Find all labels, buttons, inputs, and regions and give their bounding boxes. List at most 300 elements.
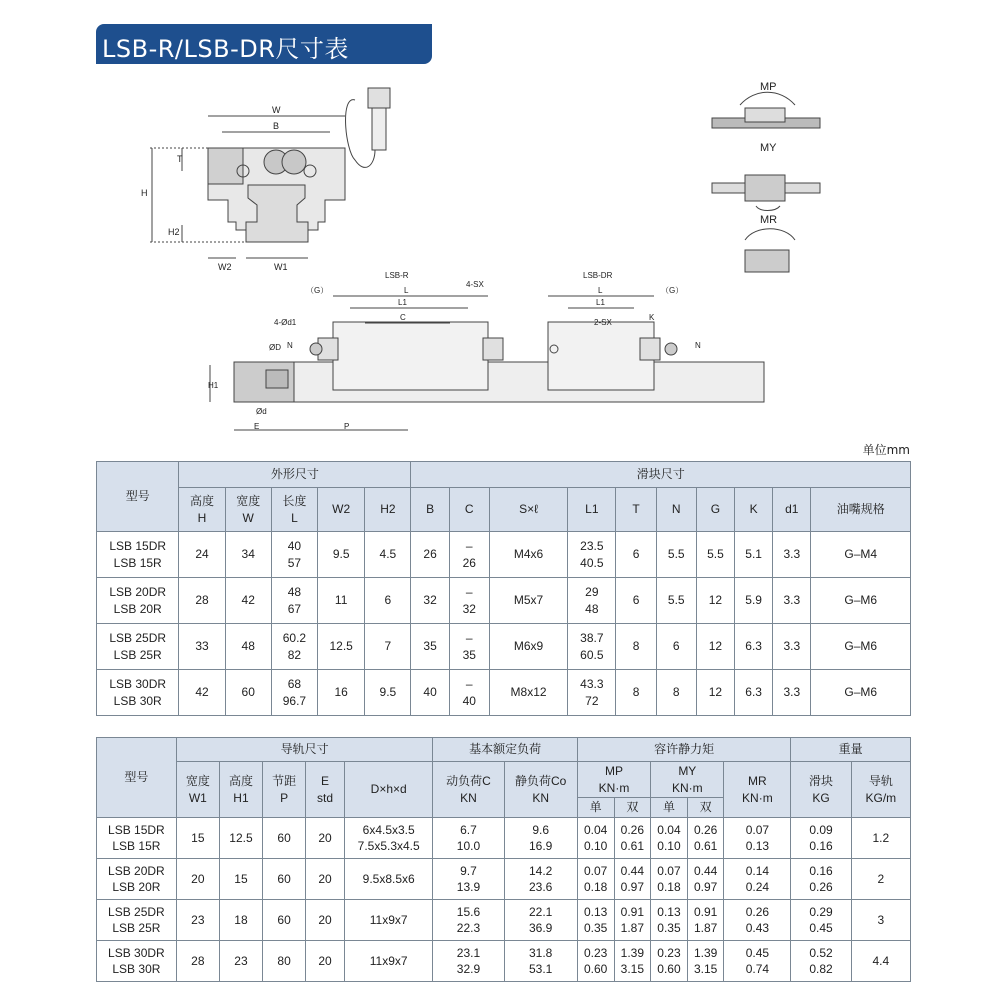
cell-block-weight-line: 0.82 — [809, 962, 833, 976]
dim-C: C — [400, 313, 406, 322]
col-MY-single: 单 — [651, 798, 688, 818]
model-cell-line: LSB 15DR — [108, 822, 165, 837]
cell-dynamic-load-line: 13.9 — [456, 880, 481, 894]
cell-C — [449, 532, 489, 578]
dim-B: B — [273, 121, 280, 131]
cell-L — [271, 670, 317, 716]
cell-W: 34 — [225, 532, 271, 578]
cell-H2: 6 — [365, 578, 411, 624]
cell-L1 — [568, 670, 616, 716]
cell-MY-single-line: 0.23 — [657, 945, 681, 960]
cell-N: 8 — [656, 670, 696, 716]
cell-H: 28 — [179, 578, 225, 624]
cell-E: 20 — [306, 818, 345, 859]
cell-L1-line: 23.5 — [580, 539, 604, 554]
model-cell-line: LSB 30R — [112, 962, 161, 976]
cell-static-load-line: 14.2 — [529, 863, 553, 878]
cell-MP-double-line: 3.15 — [620, 962, 644, 976]
cell-MY-double-line: 1.87 — [693, 921, 718, 935]
cell-dynamic-load-line: 15.6 — [456, 904, 481, 919]
model-cell-line: LSB 20R — [112, 880, 161, 894]
cell-L1-line: 48 — [585, 601, 599, 616]
cell-W1: 15 — [176, 818, 219, 859]
cell-L1 — [568, 624, 616, 670]
cell-H1: 12.5 — [219, 818, 262, 859]
cell-N: 6 — [656, 624, 696, 670]
cell-MY-double-line: 0.44 — [693, 863, 718, 878]
cell-K: 5.9 — [735, 578, 773, 624]
cell-L1-line: 72 — [585, 693, 599, 708]
col-W2: W2 — [318, 488, 365, 532]
model-cell-line: LSB 15R — [112, 839, 161, 853]
cell-C-line: – — [465, 631, 473, 646]
cell-W: 60 — [225, 670, 271, 716]
cell-K: 5.1 — [735, 532, 773, 578]
cell-L1-line: 40.5 — [580, 555, 604, 570]
cell-C — [449, 670, 489, 716]
cell-K: 6.3 — [735, 670, 773, 716]
cell-C-line: 26 — [462, 555, 476, 570]
cell-rail-weight: 3 — [851, 900, 910, 941]
col-oil: 油嘴规格 — [811, 488, 911, 532]
cell-d1: 3.3 — [773, 578, 811, 624]
cell-MP-double-line: 0.97 — [620, 880, 644, 894]
cell-L — [271, 624, 317, 670]
col-MY: MY KN·m — [651, 762, 724, 798]
cell-block-weight-line: 0.16 — [809, 863, 833, 878]
cell-MR — [724, 818, 791, 859]
cell-MP-single-line: 0.13 — [583, 904, 608, 919]
cell-MY-double-line: 0.91 — [693, 904, 718, 919]
col-MR: MR KN·m — [724, 762, 791, 818]
cell-static-load-line: 16.9 — [529, 839, 553, 853]
cell-P: 60 — [263, 900, 306, 941]
cell-C-line: – — [465, 677, 473, 692]
cell-dynamic-load-line: 23.1 — [456, 945, 481, 960]
dim-L-dr: L — [598, 286, 603, 295]
table-row — [97, 624, 911, 670]
dim-W2: W2 — [218, 262, 232, 272]
model-cell — [97, 532, 179, 578]
cell-W2: 9.5 — [318, 532, 365, 578]
cell-block-weight — [791, 818, 851, 859]
cell-Dhd — [344, 818, 432, 859]
table-row — [97, 859, 911, 900]
dim-d1: 4-Ød1 — [274, 318, 297, 327]
cell-dynamic-load — [433, 941, 504, 982]
rail-load-table — [96, 737, 911, 982]
cell-W: 48 — [225, 624, 271, 670]
cell-MP-single — [577, 859, 614, 900]
cell-block-weight-line: 0.26 — [809, 880, 833, 894]
cell-static-load-line: 31.8 — [529, 945, 553, 960]
model-cell-line: LSB 25R — [113, 647, 162, 662]
cell-N: 5.5 — [656, 578, 696, 624]
cell-rail-weight: 4.4 — [851, 941, 910, 982]
col-L1: L1 — [568, 488, 616, 532]
cell-C-line: – — [465, 539, 473, 554]
col-block-weight: 滑块 KG — [791, 762, 851, 818]
dim-H: H — [141, 188, 148, 198]
cell-L-line: 96.7 — [282, 693, 307, 708]
cell-MY-single-line: 0.04 — [657, 822, 681, 837]
cell-Dhd-line: 11x9x7 — [369, 953, 408, 968]
dim-N-right: N — [695, 341, 701, 350]
cell-C — [449, 624, 489, 670]
technical-drawing — [0, 0, 1000, 440]
cell-MP-single-line: 0.60 — [583, 962, 608, 976]
cell-B: 40 — [411, 670, 449, 716]
cell-SxL: M5x7 — [489, 578, 567, 624]
model-cell — [97, 859, 177, 900]
cell-T: 8 — [616, 624, 656, 670]
moment-MP-label: MP — [760, 81, 777, 93]
cell-MP-single-line: 0.07 — [583, 863, 608, 878]
cell-G: 12 — [696, 578, 734, 624]
cell-block-weight — [791, 941, 851, 982]
cell-MY-double-line: 0.97 — [693, 880, 718, 894]
cell-MY-double — [687, 900, 724, 941]
col-K: K — [735, 488, 773, 532]
model-cell-line: LSB 15R — [113, 555, 162, 570]
cell-dynamic-load — [433, 900, 504, 941]
cell-dynamic-load-line: 6.7 — [460, 822, 477, 837]
model-cell-line: LSB 20R — [113, 601, 162, 616]
dim-H2: H2 — [168, 227, 180, 237]
cell-L1-line: 38.7 — [580, 631, 604, 646]
cell-L-line: 68 — [287, 677, 302, 692]
dim-K: K — [649, 313, 655, 322]
cell-static-load-line: 22.1 — [529, 904, 553, 919]
dim-L1-dr: L1 — [596, 298, 605, 307]
cell-block-weight — [791, 859, 851, 900]
cell-block-weight — [791, 900, 851, 941]
dim-H1: H1 — [208, 381, 219, 390]
cell-H: 42 — [179, 670, 225, 716]
cell-rail-weight: 2 — [851, 859, 910, 900]
col-H2: H2 — [365, 488, 411, 532]
cell-C-line: – — [465, 585, 473, 600]
cell-L-line: 40 — [287, 539, 302, 554]
cell-H2: 9.5 — [365, 670, 411, 716]
cell-MR — [724, 900, 791, 941]
moment-MY-label: MY — [760, 142, 777, 154]
cell-C-line: 40 — [462, 693, 476, 708]
cell-MY-double-line: 0.26 — [693, 822, 718, 837]
cell-static-load-line: 23.6 — [529, 880, 553, 894]
col-B: B — [411, 488, 449, 532]
cell-H: 33 — [179, 624, 225, 670]
block-dimension-table — [96, 461, 911, 716]
cell-MY-single-line: 0.13 — [657, 904, 681, 919]
cell-MY-single-line: 0.10 — [657, 839, 681, 853]
col-rail-weight: 导轨 KG/m — [851, 762, 910, 818]
cell-P: 60 — [263, 818, 306, 859]
weight-header: 重量 — [791, 738, 911, 762]
col-L: 长度 L — [271, 488, 317, 532]
model-cell-line: LSB 25DR — [109, 631, 167, 646]
col-C: C — [449, 488, 489, 532]
side-title-dr: LSB-DR — [583, 271, 613, 280]
col-Dhd: D×h×d — [344, 762, 432, 818]
dim-E: E — [254, 422, 260, 431]
cell-block-weight-line: 0.16 — [809, 839, 833, 853]
cell-MP-double-line: 0.61 — [620, 839, 644, 853]
col-d1: d1 — [773, 488, 811, 532]
cell-Dhd-line: 9.5x8.5x6 — [362, 871, 415, 886]
cell-MP-double-line: 0.26 — [620, 822, 644, 837]
cell-MR-line: 0.26 — [745, 904, 770, 919]
cell-MP-double-line: 0.91 — [620, 904, 644, 919]
cell-MP-double — [614, 859, 651, 900]
cell-H2: 4.5 — [365, 532, 411, 578]
col-MP: MP KN·m — [577, 762, 650, 798]
cell-MP-double-line: 0.44 — [620, 863, 644, 878]
dim-4sxl: 4-SX — [466, 280, 484, 289]
page-title: LSB-R/LSB-DR尺寸表 — [102, 35, 349, 63]
cell-SxL: M6x9 — [489, 624, 567, 670]
cell-static-load — [504, 818, 577, 859]
cell-MY-single-line: 0.60 — [657, 962, 681, 976]
cell-Dhd-line: 11x9x7 — [369, 912, 408, 927]
cell-L — [271, 578, 317, 624]
cell-SxL: M8x12 — [489, 670, 567, 716]
cell-MP-double — [614, 941, 651, 982]
col-E: E std — [306, 762, 345, 818]
dim-N-left: N — [287, 341, 293, 350]
cell-dynamic-load — [433, 818, 504, 859]
model-header: 型号 — [97, 462, 179, 532]
model-cell-line: LSB 30DR — [109, 677, 167, 692]
cell-L — [271, 532, 317, 578]
cell-static-load-line: 53.1 — [529, 962, 553, 976]
cell-MY-double — [687, 818, 724, 859]
cell-static-load — [504, 900, 577, 941]
static-moment-header: 容许静力矩 — [577, 738, 790, 762]
rated-load-header: 基本额定负荷 — [433, 738, 577, 762]
cell-L1 — [568, 578, 616, 624]
cell-SxL: M4x6 — [489, 532, 567, 578]
col-MY-double: 双 — [687, 798, 724, 818]
unit-label: 单位mm — [862, 443, 910, 457]
cell-MY-double-line: 3.15 — [693, 962, 718, 976]
cell-MP-single — [577, 900, 614, 941]
moment-MR-label: MR — [760, 214, 778, 226]
cell-MY-single-line: 0.18 — [657, 880, 681, 894]
dim-T: T — [177, 154, 183, 164]
cell-P: 60 — [263, 859, 306, 900]
col-H: 高度 H — [179, 488, 225, 532]
cell-H2: 7 — [365, 624, 411, 670]
model-cell-line: LSB 30R — [113, 693, 162, 708]
cell-MY-single-line: 0.07 — [657, 863, 681, 878]
table-row — [97, 941, 911, 982]
model-header-2: 型号 — [97, 738, 177, 818]
outer-dimension-header: 外形尺寸 — [179, 462, 411, 488]
cell-d1: 3.3 — [773, 670, 811, 716]
cell-Dhd-line: 7.5x5.3x4.5 — [357, 839, 420, 853]
dim-P: P — [344, 422, 350, 431]
moment-icons — [712, 92, 820, 272]
cell-MR-line: 0.24 — [745, 880, 770, 894]
dim-G-right: （G） — [661, 286, 684, 295]
cell-MR — [724, 941, 791, 982]
cell-rail-weight: 1.2 — [851, 818, 910, 859]
cell-MP-single-line: 0.23 — [583, 945, 608, 960]
col-W1: 宽度 W1 — [176, 762, 219, 818]
cell-MY-double-line: 1.39 — [693, 945, 718, 960]
model-cell — [97, 624, 179, 670]
cell-W1: 20 — [176, 859, 219, 900]
cell-L-line: 48 — [287, 585, 302, 600]
cell-oil: G–M6 — [811, 624, 911, 670]
cell-static-load — [504, 859, 577, 900]
cell-MP-single-line: 0.10 — [583, 839, 608, 853]
cell-T: 6 — [616, 532, 656, 578]
cell-MY-single — [651, 818, 688, 859]
cell-T: 6 — [616, 578, 656, 624]
cell-E: 20 — [306, 900, 345, 941]
cell-W2: 12.5 — [318, 624, 365, 670]
cell-MY-double — [687, 859, 724, 900]
cell-L-line: 67 — [287, 601, 302, 616]
cell-dynamic-load-line: 9.7 — [460, 863, 477, 878]
col-T: T — [616, 488, 656, 532]
cell-B: 32 — [411, 578, 449, 624]
cell-H1: 15 — [219, 859, 262, 900]
model-cell-line: LSB 25R — [112, 921, 161, 935]
col-P: 节距 P — [263, 762, 306, 818]
cell-MP-single-line: 0.04 — [583, 822, 608, 837]
cell-MP-double — [614, 818, 651, 859]
cell-H: 24 — [179, 532, 225, 578]
model-cell — [97, 578, 179, 624]
cell-block-weight-line: 0.09 — [809, 822, 833, 837]
cell-W2: 16 — [318, 670, 365, 716]
model-cell-line: LSB 30DR — [108, 945, 165, 960]
cell-block-weight-line: 0.45 — [809, 921, 833, 935]
model-cell — [97, 900, 177, 941]
cell-dynamic-load — [433, 859, 504, 900]
cell-MR-line: 0.13 — [745, 839, 770, 853]
cell-T: 8 — [616, 670, 656, 716]
cell-dynamic-load-line: 10.0 — [456, 839, 481, 853]
model-cell-line: LSB 15DR — [109, 539, 167, 554]
cell-MP-single — [577, 941, 614, 982]
cell-G: 5.5 — [696, 532, 734, 578]
col-SxL: S×ℓ — [489, 488, 567, 532]
cell-static-load-line: 9.6 — [532, 822, 550, 837]
cell-oil: G–M6 — [811, 578, 911, 624]
cell-static-load — [504, 941, 577, 982]
table-row — [97, 818, 911, 859]
cell-MP-single-line: 0.35 — [583, 921, 608, 935]
dim-L1-r: L1 — [398, 298, 407, 307]
cell-MR-line: 0.74 — [745, 962, 770, 976]
cell-C-line: 32 — [462, 601, 476, 616]
cell-MY-single — [651, 941, 688, 982]
cell-d1: 3.3 — [773, 532, 811, 578]
cell-E: 20 — [306, 859, 345, 900]
cell-oil: G–M6 — [811, 670, 911, 716]
table-row — [97, 670, 911, 716]
cell-L-line: 82 — [287, 647, 302, 662]
table-row — [97, 900, 911, 941]
model-cell — [97, 941, 177, 982]
col-H1: 高度 H1 — [219, 762, 262, 818]
cell-L1 — [568, 532, 616, 578]
cell-E: 20 — [306, 941, 345, 982]
cell-W2: 11 — [318, 578, 365, 624]
col-G: G — [696, 488, 734, 532]
col-MP-double: 双 — [614, 798, 651, 818]
cell-MP-double — [614, 900, 651, 941]
cell-W1: 23 — [176, 900, 219, 941]
col-static-load: 静负荷Co KN — [504, 762, 577, 818]
cell-L-line: 60.2 — [282, 631, 307, 646]
table-row — [97, 578, 911, 624]
rail-dimension-header: 导轨尺寸 — [176, 738, 433, 762]
cell-L1-line: 60.5 — [580, 647, 604, 662]
cell-Dhd — [344, 900, 432, 941]
dim-W: W — [272, 105, 281, 115]
cell-C — [449, 578, 489, 624]
cell-d1: 3.3 — [773, 624, 811, 670]
cell-oil: G–M4 — [811, 532, 911, 578]
cell-W1: 28 — [176, 941, 219, 982]
dim-W1: W1 — [274, 262, 288, 272]
cell-MY-double — [687, 941, 724, 982]
cell-H1: 18 — [219, 900, 262, 941]
cell-static-load-line: 36.9 — [529, 921, 553, 935]
cell-MP-single-line: 0.18 — [583, 880, 608, 894]
cell-MR-line: 0.14 — [745, 863, 770, 878]
block-dimension-header: 滑块尺寸 — [411, 462, 911, 488]
dim-D: ØD — [269, 343, 281, 352]
cell-MY-single-line: 0.35 — [657, 921, 681, 935]
model-cell — [97, 670, 179, 716]
model-cell-line: LSB 20DR — [109, 585, 167, 600]
cell-dynamic-load-line: 22.3 — [456, 921, 481, 935]
cell-B: 35 — [411, 624, 449, 670]
dim-2sxl: 2-SX — [594, 318, 612, 327]
side-title-r: LSB-R — [385, 271, 409, 280]
cell-MR-line: 0.43 — [745, 921, 770, 935]
cell-Dhd — [344, 941, 432, 982]
cell-MR-line: 0.45 — [745, 945, 770, 960]
cell-MY-single — [651, 859, 688, 900]
cell-dynamic-load-line: 32.9 — [456, 962, 481, 976]
cell-MR-line: 0.07 — [745, 822, 770, 837]
cell-MY-double-line: 0.61 — [693, 839, 718, 853]
cell-N: 5.5 — [656, 532, 696, 578]
cell-L-line: 57 — [287, 555, 302, 570]
model-cell-line: LSB 20DR — [108, 863, 165, 878]
col-MP-single: 单 — [577, 798, 614, 818]
cell-L1-line: 43.3 — [580, 677, 604, 692]
cell-MP-double-line: 1.87 — [620, 921, 644, 935]
cell-MR — [724, 859, 791, 900]
table-row — [97, 532, 911, 578]
dim-G-left: （G） — [306, 286, 329, 295]
cell-MP-double-line: 1.39 — [620, 945, 644, 960]
cell-B: 26 — [411, 532, 449, 578]
cell-Dhd-line: 6x4.5x3.5 — [362, 822, 415, 837]
cell-G: 12 — [696, 670, 734, 716]
cell-C-line: 35 — [462, 647, 476, 662]
cell-H1: 23 — [219, 941, 262, 982]
col-dynamic-load: 动负荷C KN — [433, 762, 504, 818]
